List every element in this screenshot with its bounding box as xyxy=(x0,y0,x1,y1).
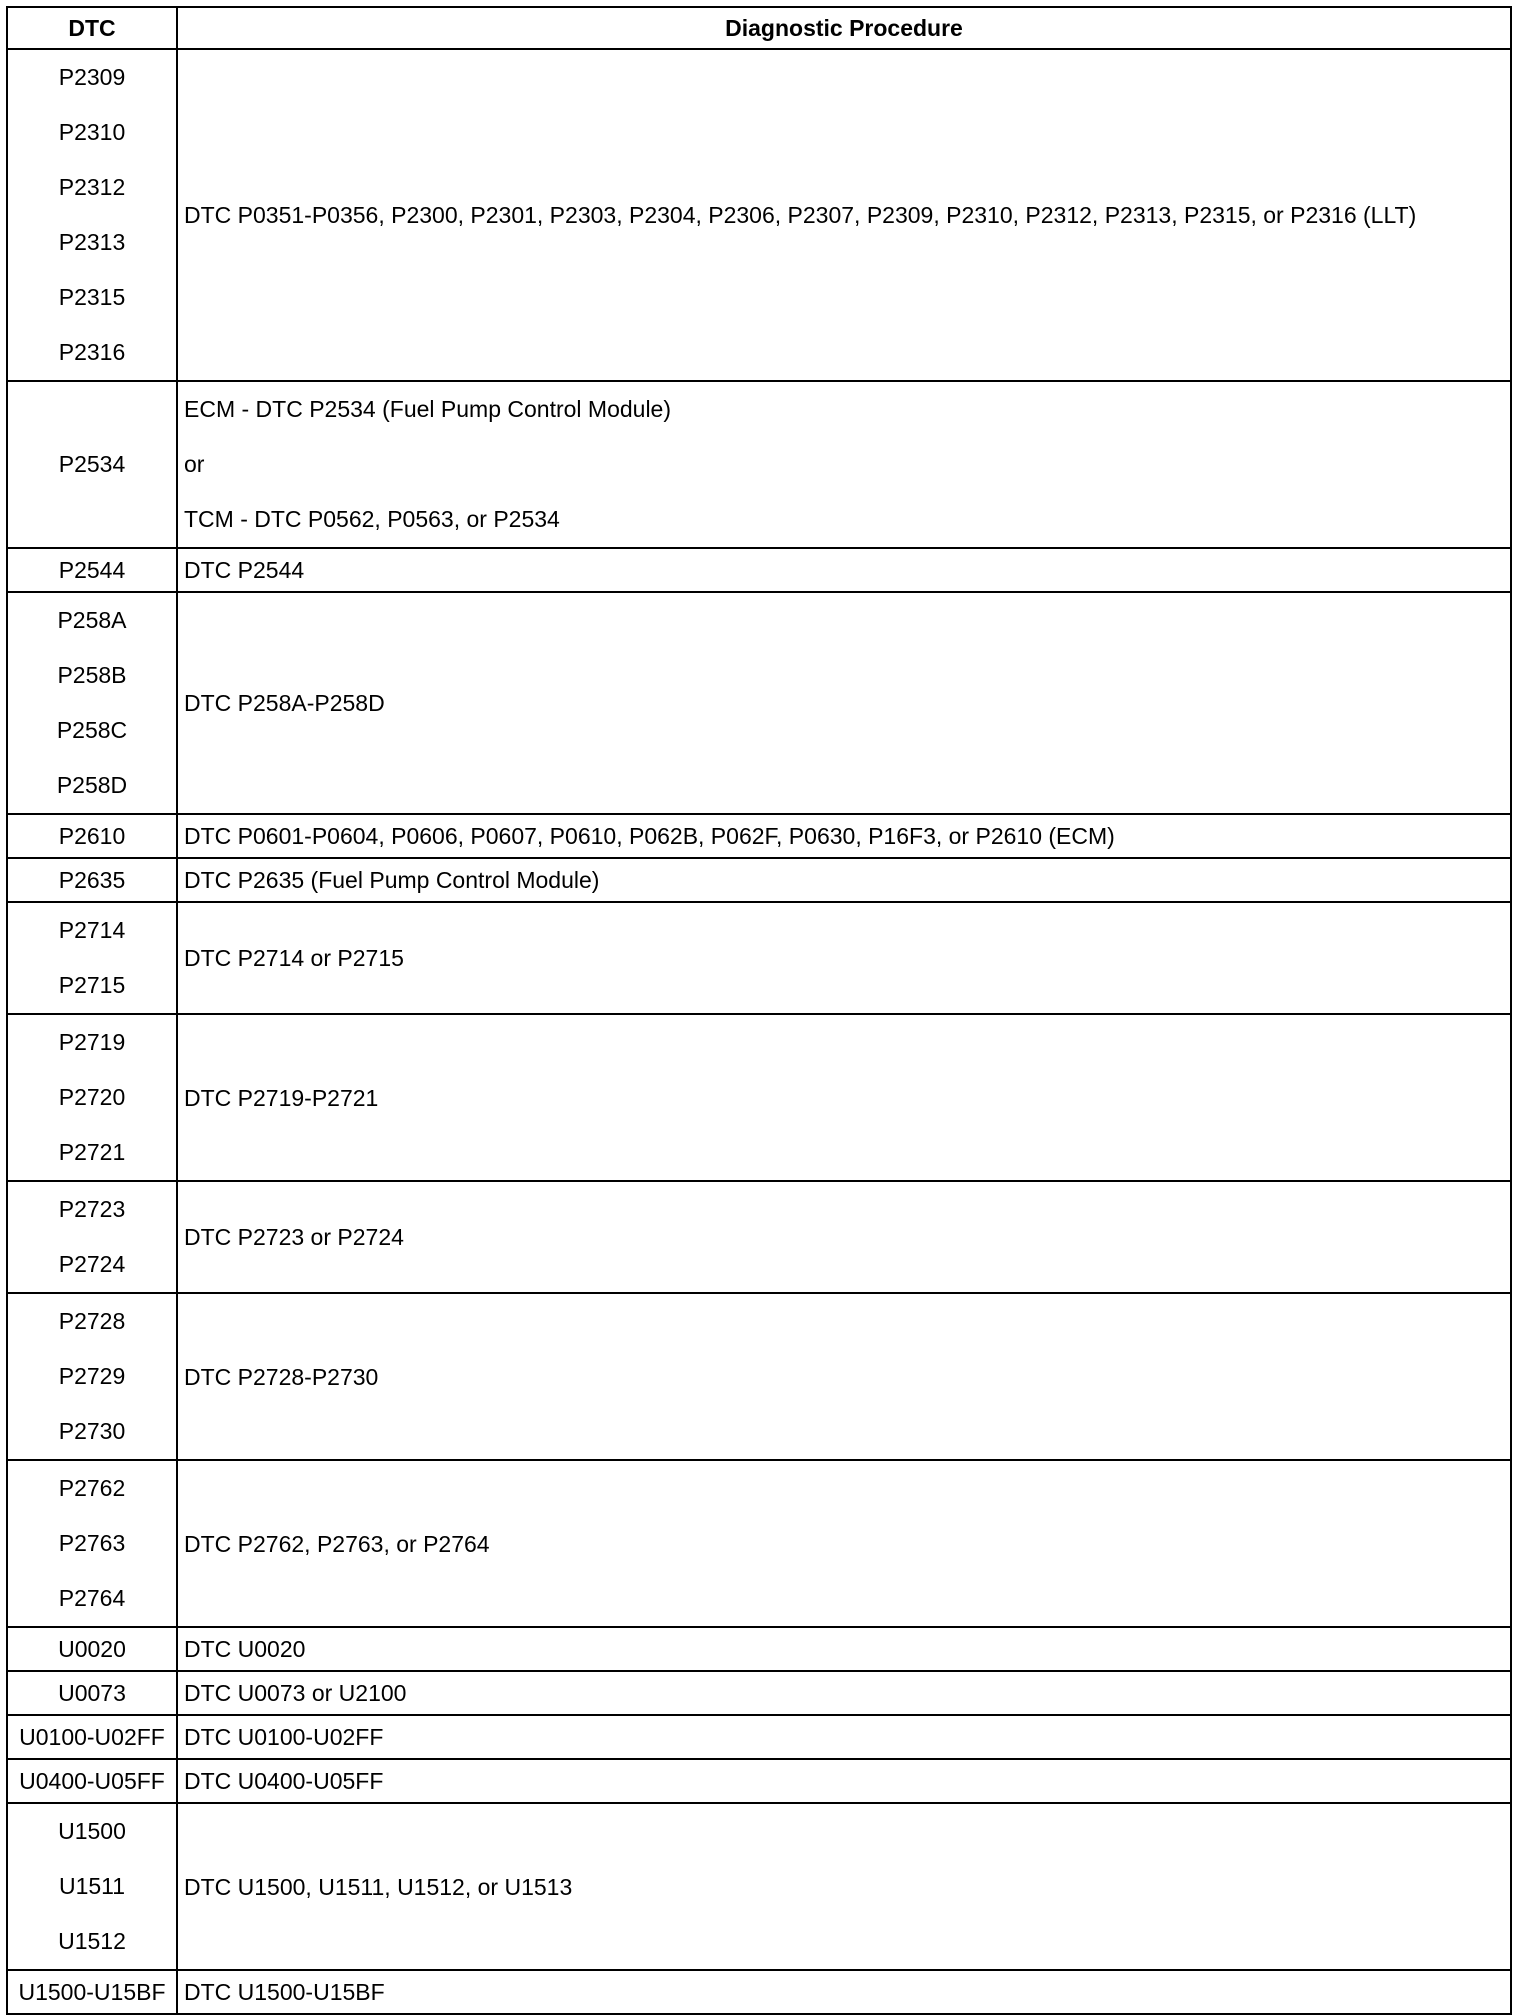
dtc-cell xyxy=(7,858,177,902)
table-body xyxy=(7,49,1511,2014)
procedure-text: DTC P2544 xyxy=(184,557,305,583)
table-row xyxy=(7,381,1511,548)
table-row xyxy=(7,1803,1511,1970)
dtc-code: P258C xyxy=(56,717,128,743)
procedure-cell xyxy=(177,381,1511,548)
procedure-text: DTC P2719-P2721 xyxy=(184,1084,379,1111)
dtc-code: P2719 xyxy=(58,1029,126,1055)
dtc-code: P2729 xyxy=(58,1363,126,1389)
procedure-text: TCM - DTC P0562, P0563, or P2534 xyxy=(184,506,560,532)
procedure-text: DTC P0351-P0356, P2300, P2301, P2303, P2304, P2306, P2307, P2309, P2310, P2312, P2313, P2315, or P2316 (LLT) xyxy=(184,202,1417,228)
dtc-code: P2723 xyxy=(58,1196,126,1222)
dtc-code: U1500 xyxy=(58,1818,126,1844)
dtc-code: P2312 xyxy=(58,174,126,200)
dtc-code: P2310 xyxy=(58,119,126,145)
dtc-code: P2730 xyxy=(58,1418,126,1444)
procedure-text: DTC U0400-U05FF xyxy=(184,1768,384,1794)
procedure-cell xyxy=(177,814,1511,858)
dtc-code: P258B xyxy=(57,662,127,688)
procedure-cell xyxy=(177,1627,1511,1671)
dtc-code: P2635 xyxy=(58,866,126,893)
table-row xyxy=(7,1293,1511,1460)
dtc-code: P2721 xyxy=(58,1139,126,1165)
dtc-code: P2728 xyxy=(58,1308,126,1334)
dtc-cell xyxy=(7,1014,177,1181)
dtc-code: P2764 xyxy=(58,1585,126,1611)
procedure-text: DTC P2635 (Fuel Pump Control Module) xyxy=(184,867,600,893)
dtc-code: U0073 xyxy=(58,1679,126,1706)
dtc-cell xyxy=(7,1715,177,1759)
table-row xyxy=(7,1181,1511,1293)
dtc-code: U1512 xyxy=(58,1928,126,1954)
dtc-table xyxy=(6,6,1512,2015)
dtc-cell xyxy=(7,592,177,814)
dtc-cell xyxy=(7,381,177,548)
procedure-cell xyxy=(177,1181,1511,1293)
dtc-code: P2715 xyxy=(58,972,126,998)
dtc-code: U1500-U15BF xyxy=(18,1978,166,2005)
procedure-text: DTC P0601-P0604, P0606, P0607, P0610, P062B, P062F, P0630, P16F3, or P2610 (ECM) xyxy=(184,823,1115,849)
table-row xyxy=(7,858,1511,902)
procedure-text: DTC P2714 or P2715 xyxy=(184,945,404,971)
procedure-cell xyxy=(177,1671,1511,1715)
procedure-cell xyxy=(177,548,1511,592)
dtc-code: U0020 xyxy=(58,1635,126,1662)
procedure-text: ECM - DTC P2534 (Fuel Pump Control Module) xyxy=(184,396,671,422)
procedure-text: DTC P2762, P2763, or P2764 xyxy=(184,1530,490,1557)
dtc-code: P2762 xyxy=(58,1475,126,1501)
dtc-code: P2309 xyxy=(58,64,126,90)
procedure-cell xyxy=(177,1460,1511,1627)
table-row xyxy=(7,1627,1511,1671)
procedure-text: DTC P2728-P2730 xyxy=(184,1363,379,1390)
procedure-cell xyxy=(177,1715,1511,1759)
procedure-text: or xyxy=(184,451,205,477)
dtc-cell xyxy=(7,548,177,592)
procedure-text: DTC P2723 or P2724 xyxy=(184,1224,404,1250)
dtc-code: P2544 xyxy=(58,556,126,583)
procedure-cell xyxy=(177,1014,1511,1181)
table-row xyxy=(7,814,1511,858)
dtc-code: U0100-U02FF xyxy=(19,1723,165,1750)
table-row xyxy=(7,1014,1511,1181)
table-row xyxy=(7,1715,1511,1759)
header-row xyxy=(7,7,1511,49)
dtc-code: U0400-U05FF xyxy=(19,1767,165,1794)
procedure-text: DTC U0073 or U2100 xyxy=(184,1680,407,1706)
dtc-code: P2720 xyxy=(58,1084,126,1110)
procedure-cell xyxy=(177,592,1511,814)
dtc-cell xyxy=(7,1460,177,1627)
dtc-cell xyxy=(7,1293,177,1460)
procedure-text: DTC P258A-P258D xyxy=(184,690,385,716)
dtc-cell xyxy=(7,1759,177,1803)
dtc-cell xyxy=(7,1671,177,1715)
dtc-code: P2534 xyxy=(58,451,126,477)
dtc-cell xyxy=(7,1970,177,2014)
table-row xyxy=(7,1671,1511,1715)
dtc-cell xyxy=(7,49,177,381)
procedure-cell xyxy=(177,1970,1511,2014)
procedure-text: DTC U0020 xyxy=(184,1636,306,1662)
dtc-cell xyxy=(7,1627,177,1671)
dtc-code: P2315 xyxy=(58,284,126,310)
procedure-cell xyxy=(177,1759,1511,1803)
dtc-code: P2313 xyxy=(58,229,126,255)
dtc-code: U1511 xyxy=(58,1873,126,1899)
header-procedure: Diagnostic Procedure xyxy=(177,7,1511,49)
dtc-code: P2724 xyxy=(58,1251,126,1277)
table-row xyxy=(7,902,1511,1014)
table-row xyxy=(7,1460,1511,1627)
dtc-cell xyxy=(7,902,177,1014)
dtc-code: P2763 xyxy=(58,1530,126,1556)
header-dtc: DTC xyxy=(7,7,177,49)
procedure-text: DTC U1500, U1511, U1512, or U1513 xyxy=(184,1873,573,1900)
procedure-text: DTC U0100-U02FF xyxy=(184,1724,384,1750)
procedure-cell xyxy=(177,49,1511,381)
table-row xyxy=(7,1759,1511,1803)
dtc-code: P258A xyxy=(57,607,127,633)
table-row xyxy=(7,49,1511,381)
procedure-cell xyxy=(177,858,1511,902)
table-row xyxy=(7,592,1511,814)
dtc-code: P258D xyxy=(56,772,128,798)
procedure-text: DTC U1500-U15BF xyxy=(184,1979,385,2005)
table-row xyxy=(7,1970,1511,2014)
procedure-cell xyxy=(177,1803,1511,1970)
dtc-cell xyxy=(7,1181,177,1293)
dtc-code: P2316 xyxy=(58,339,126,365)
dtc-cell xyxy=(7,1803,177,1970)
procedure-cell xyxy=(177,1293,1511,1460)
dtc-code: P2714 xyxy=(58,917,126,943)
table-row xyxy=(7,548,1511,592)
dtc-code: P2610 xyxy=(58,822,126,849)
procedure-cell xyxy=(177,902,1511,1014)
dtc-cell xyxy=(7,814,177,858)
